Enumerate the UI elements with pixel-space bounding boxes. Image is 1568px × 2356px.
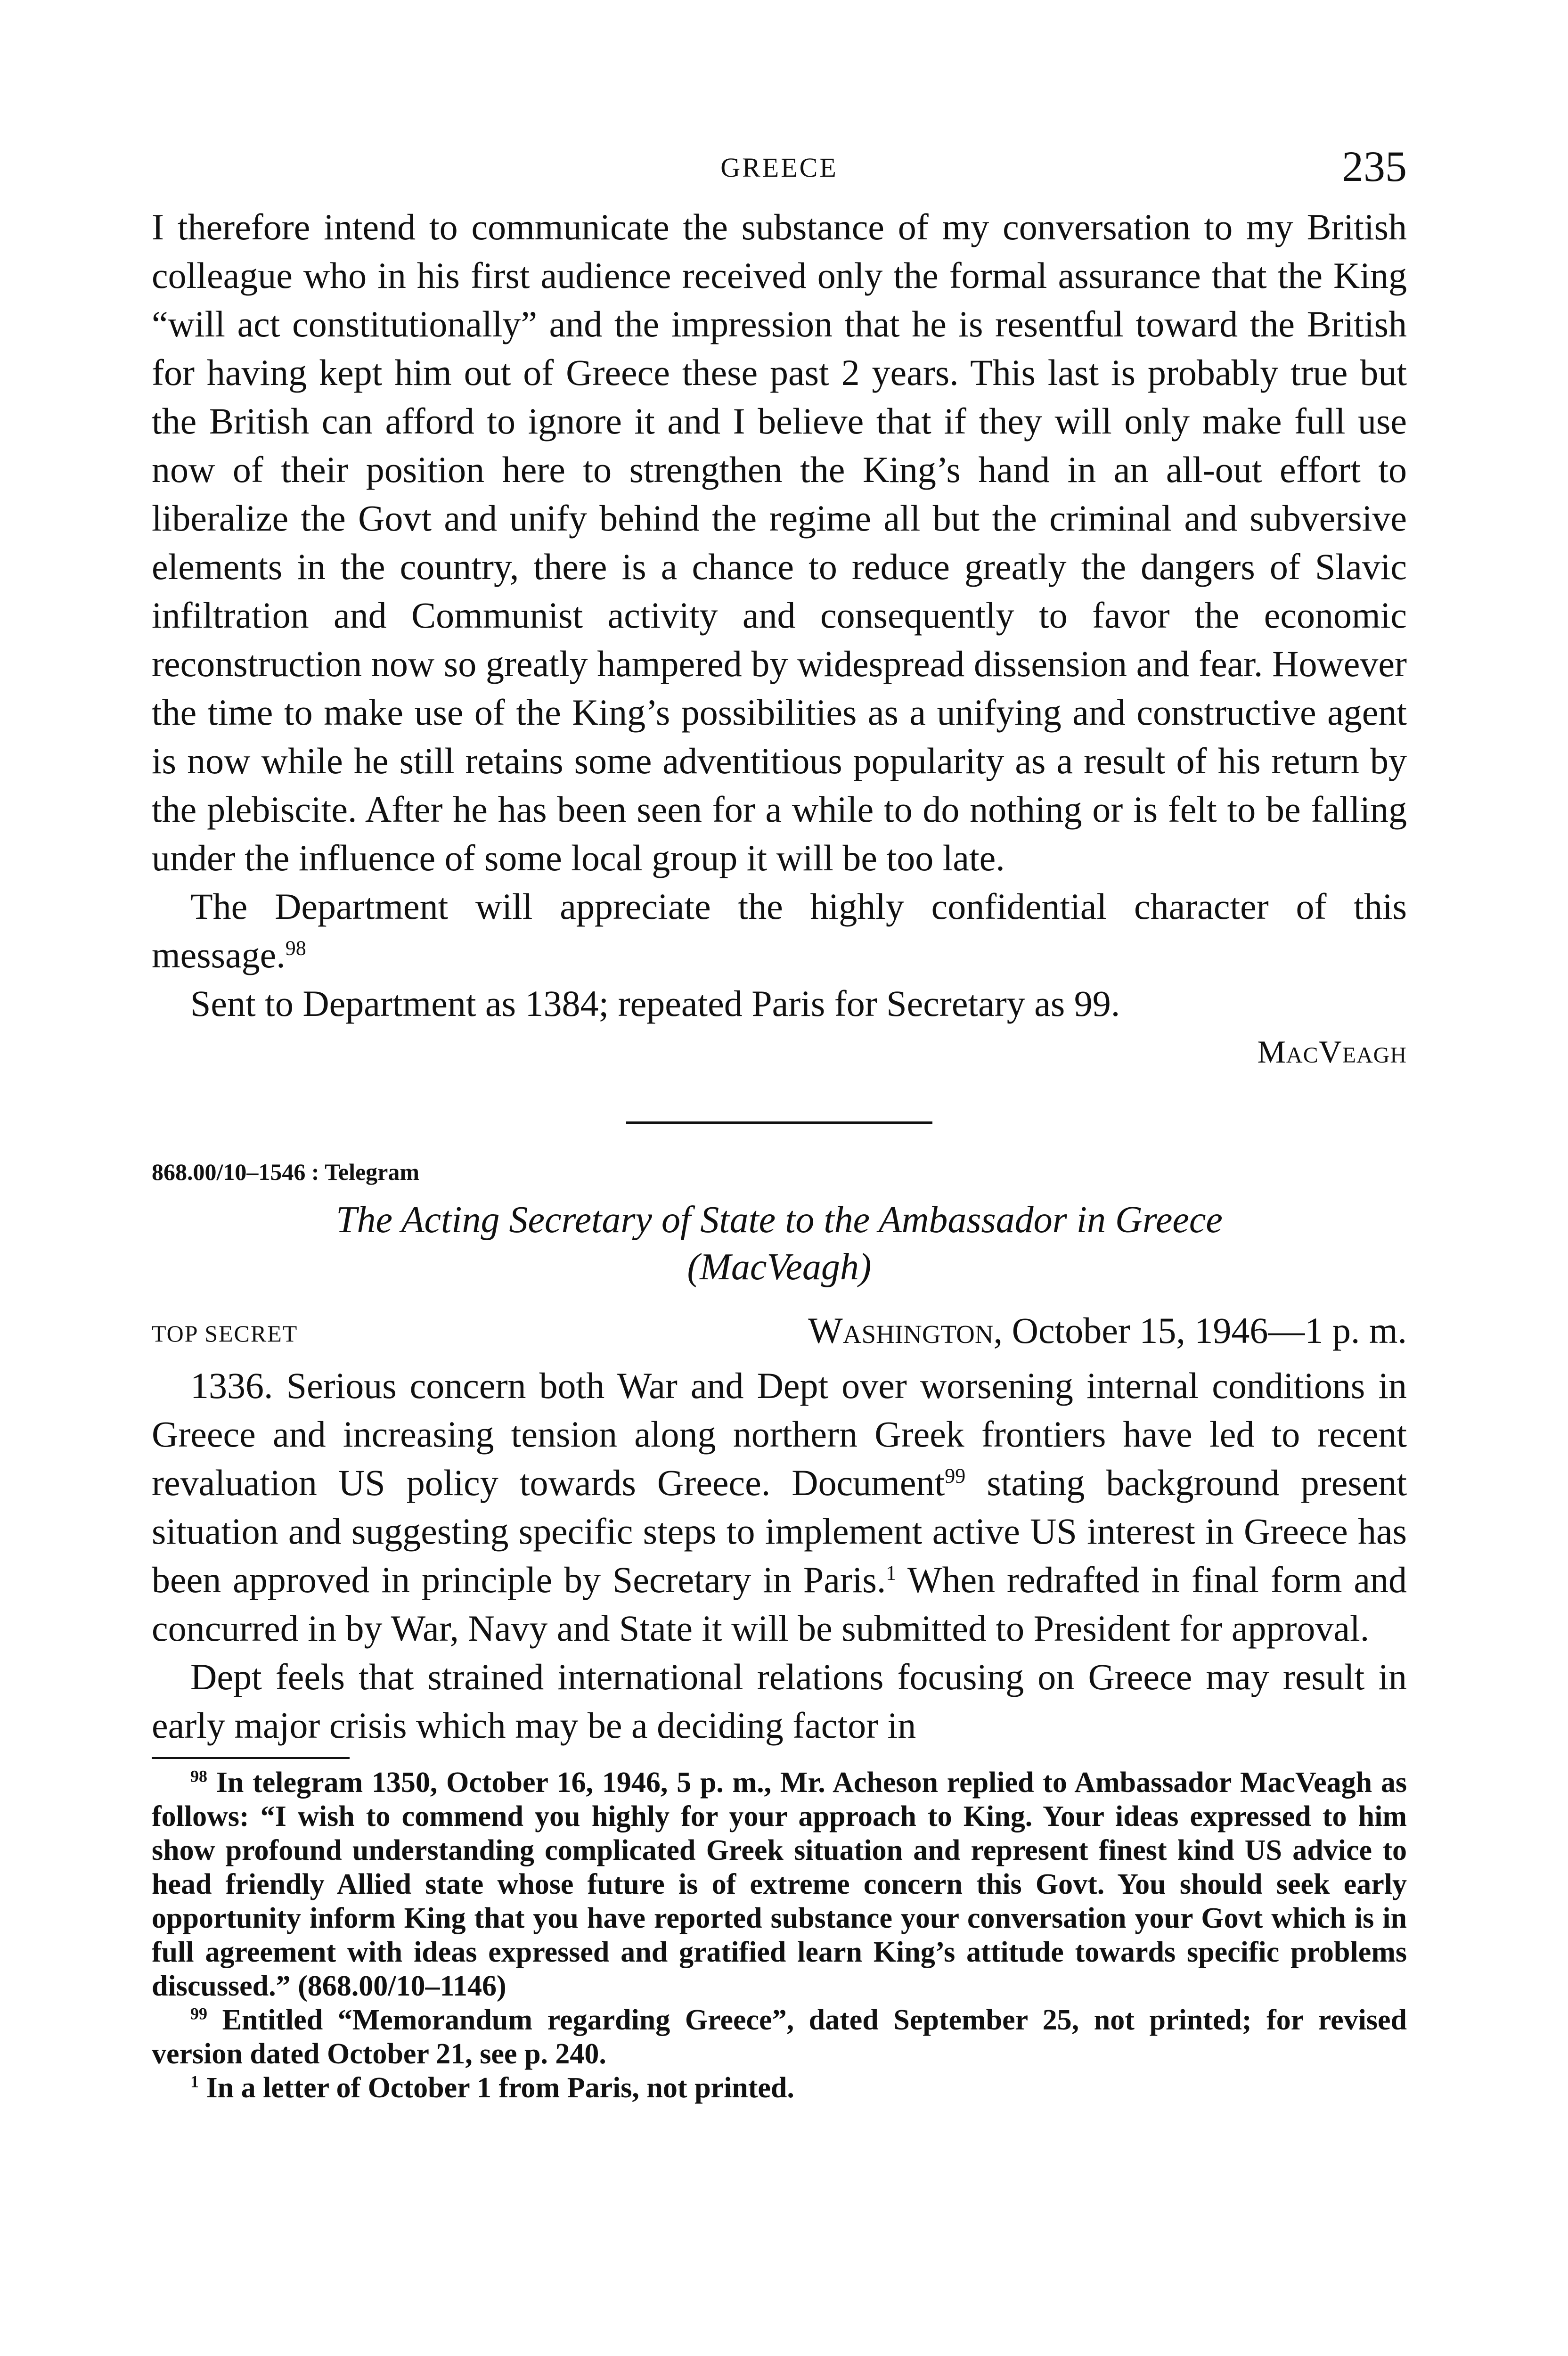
letter-paragraph-1: I therefore intend to communicate the substance of my conversation to my British colleague who in his first audience received only the formal assurance that the King “will act constitutionally” and the impression that he is resentful toward the British for having kept him out of Greece these past 2 years. This last is probably true but the British can afford to ignore it and I believe that if they will only make full use now of their position here to strengthen the King’s hand in an all-out effort to liberalize the Govt and unify behind the regime all but the criminal and subversive elements in the country, there is a chance to reduce greatly the dangers of Slavic infiltration and Communist activity and consequently to favor the economic reconstruction now so greatly hampered by widespread dissension and fear. However the time to make use of the King’s possibilities as a unifying and constructive agent is now while he still retains some adventitious popularity as a result of his return by the plebiscite. After he has been seen for a while to do nothing or is felt to be falling under the influence of some local group it will be too late. xyxy=(152,206,1407,878)
telegram-paragraph-2: Dept feels that strained international relations focusing on Greece may result in early major crisis which may be a deciding factor in xyxy=(152,1656,1407,1746)
footnote-98 xyxy=(152,1766,1407,2003)
telegram-paragraph-1-part-b: stating background present situation and suggesting specific steps to implement active US interest in Greece has been approved in principle by Secretary in Paris. xyxy=(152,1462,1407,1600)
document-title-line-1: The Acting Secretary of State to the Ambassador in Greece xyxy=(336,1199,1223,1241)
file-reference: 868.00/10–1546 : Telegram xyxy=(152,1159,420,1185)
footnote-divider xyxy=(152,1757,350,1759)
document-page xyxy=(152,141,1407,2105)
section-divider xyxy=(626,1121,932,1124)
running-title: GREECE xyxy=(720,152,838,183)
footnote-mark: 99 xyxy=(190,2004,207,2023)
letter-paragraph-2 xyxy=(152,882,1407,979)
classification-label: TOP SECRET xyxy=(152,1320,298,1347)
running-head xyxy=(152,141,1407,203)
document-title-line-2: (MacVeagh) xyxy=(687,1246,872,1288)
dateline-place: Washington xyxy=(808,1310,994,1351)
footnote-99 xyxy=(152,2003,1407,2071)
telegram-paragraph-1-part-a: 1336. Serious concern both War and Dept over worsening internal conditions in Greece and increasing tension along northern Greek frontiers have led to recent revaluation US policy towards Greece. Document xyxy=(152,1365,1407,1503)
letter-paragraph-3: Sent to Department as 1384; repeated Paris for Secretary as 99. xyxy=(190,983,1120,1024)
footnote-ref-1: 1 xyxy=(886,1561,897,1585)
footnote-mark: 98 xyxy=(190,1767,207,1786)
footnote-text: In telegram 1350, October 16, 1946, 5 p. m., Mr. Acheson replied to Ambassador MacVeagh as follows: “I wish to commend you highly for your approach to King. Your ideas expressed to him show profound understanding complicated Greek situation and represent finest kind US advice to head friendly Allied state whose future is of extreme concern this Govt. You should seek early opportunity inform King that you have reported substance your conversation your Govt which is in full agreement with ideas expressed and gratified learn King’s attitude towards specific problems discussed.” (868.00/10–1146) xyxy=(152,1767,1407,2002)
footnote-text: Entitled “Memorandum regarding Greece”, dated September 25, not printed; for revised version dated October 21, see p. 240. xyxy=(152,2004,1407,2070)
dateline xyxy=(808,1309,1407,1352)
page-number: 235 xyxy=(1342,142,1407,190)
signature: MacVeagh xyxy=(1257,1034,1407,1070)
footnote-1 xyxy=(152,2071,1407,2105)
telegram-paragraph-1 xyxy=(152,1361,1407,1652)
footnote-ref-99: 99 xyxy=(945,1464,966,1488)
dateline-date: , October 15, 1946—1 p. m. xyxy=(993,1310,1407,1351)
footnote-mark: 1 xyxy=(190,2072,199,2091)
footnote-text: In a letter of October 1 from Paris, not printed. xyxy=(206,2072,794,2104)
telegram-paragraph-1-part-c: When redrafted in final form and concurred in by War, Navy and State it will be submitted to President for approval. xyxy=(152,1559,1407,1649)
letter-paragraph-2-text: The Department will appreciate the highly confidential character of this message. xyxy=(152,886,1407,975)
document-title xyxy=(152,1196,1407,1291)
footnote-ref-98: 98 xyxy=(285,936,306,960)
dateline-row xyxy=(152,1309,1407,1361)
